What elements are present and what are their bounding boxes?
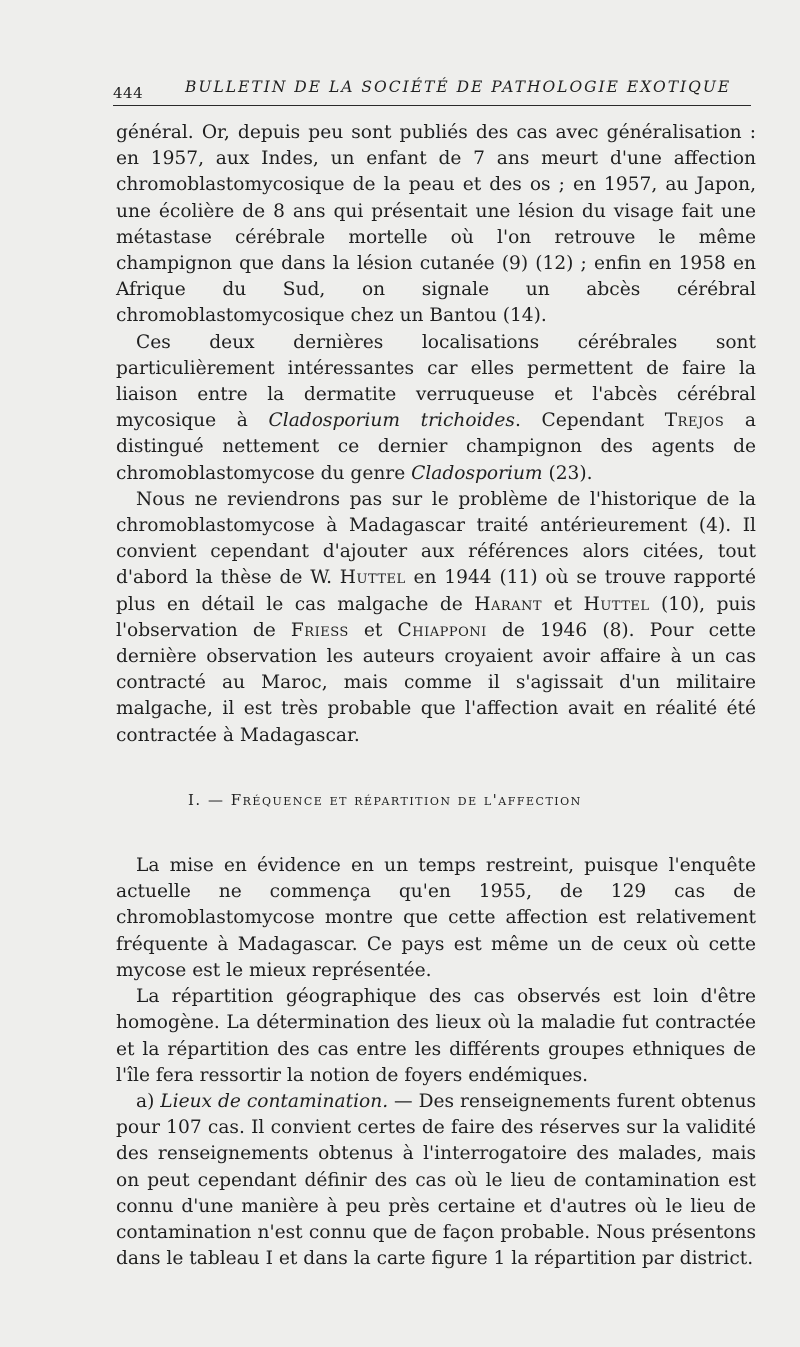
text-run: et <box>542 593 584 615</box>
text-run: Ces deux dernières localisations cérébrales sont particulièrement intéressantes car elles permettent de faire la liaison entre la dermatite verruqueuse et l'abcès cérébral mycosique à <box>116 331 756 432</box>
text-run: — Des renseignements furent obtenus pour 107 cas. Il convient certes de faire des réserves sur la validité des renseignements obtenus à l'interrogatoire des malades, mais on peut cependant définir des cas où le lieu de contamination est connu d'une manière à peu près certaine et d'autres où le lieu de contamination n'est connu que de façon probable. Nous présentons dans le tableau I et dans la carte figure 1 la répartition par district. <box>116 1090 756 1270</box>
text-run: a) <box>136 1090 161 1112</box>
text-run: a distingué nettement ce dernier champignon des agents de chromoblastomycose du genre <box>116 410 756 484</box>
page-header <box>113 76 753 106</box>
header-rule <box>113 105 751 106</box>
text-run: et <box>348 619 398 641</box>
paragraph-1: général. Or, depuis peu sont publiés des cas avec généralisation : en 1957, aux Indes, un enfant de 7 ans meurt d'une affection chromoblastomycosique de la peau et des os ; en 1957, au Japon, une écolière de 8 ans qui présentait une lésion du visage fait une métastase cérébrale mortelle où l'on retrouve le même champignon que dans la lésion cutanée (9) (12) ; enfin en 1958 en Afrique du Sud, on signale un abcès cérébral chromoblastomycosique chez un Bantou (14). <box>116 122 756 327</box>
author-name: Friess <box>290 619 349 641</box>
paragraph-4: La mise en évidence en un temps restreint, puisque l'enquête actuelle ne commença qu'en 1955, de 129 cas de chromoblastomycose montre que cette affection est relativement fréquente à Madagascar. Ce pays est même un de ceux où cette mycose est le mieux représentée. <box>116 855 756 981</box>
text-run: de 1946 (8). Pour cette dernière observation les auteurs croyaient avoir affaire à un cas contracté au Maroc, mais comme il s'agissait d'un militaire malgache, il est très probable que l'affection avait en réalité été contractée à Madagascar. <box>116 619 756 746</box>
subsection-title: Lieux de contamination. <box>160 1090 389 1112</box>
author-name: Huttel <box>583 593 650 615</box>
text-run: Nous ne reviendrons pas sur le problème de l'historique de la chromoblastomycose à Madagascar traité antérieurement (4). Il convient cependant d'ajouter aux références alors citées, tout d'abord la thèse de W. <box>116 488 756 589</box>
paragraph-2 <box>116 330 756 487</box>
species-name: Cladosporium trichoides <box>268 410 515 432</box>
body-text <box>116 120 756 1272</box>
text-run: (10), puis l'observation de <box>116 593 756 641</box>
author-name: Trejos <box>664 410 725 432</box>
paragraph-3 <box>116 487 756 749</box>
section-heading: I. — Fréquence et répartition de l'affection <box>188 790 582 809</box>
author-name: Chiapponi <box>397 619 487 641</box>
paragraph-5: La répartition géographique des cas observés est loin d'être homogène. La détermination des lieux où la maladie fut contractée et la répartition des cas entre les différents groupes ethniques de l'île fera ressortir la notion de foyers endémiques. <box>116 986 756 1086</box>
page-number: 444 <box>113 84 144 102</box>
text-run: (23). <box>542 462 593 484</box>
running-title: BULLETIN DE LA SOCIÉTÉ DE PATHOLOGIE EXOTIQUE <box>185 78 732 96</box>
text-run: . Cependant <box>514 410 665 432</box>
genus-name: Cladosporium <box>411 462 543 484</box>
text-run: en 1944 (11) où se trouve rapporté plus en détail le cas malgache de <box>116 567 756 615</box>
paragraph-6 <box>116 1089 756 1272</box>
author-name: Huttel <box>339 567 406 589</box>
author-name: Harant <box>474 593 543 615</box>
